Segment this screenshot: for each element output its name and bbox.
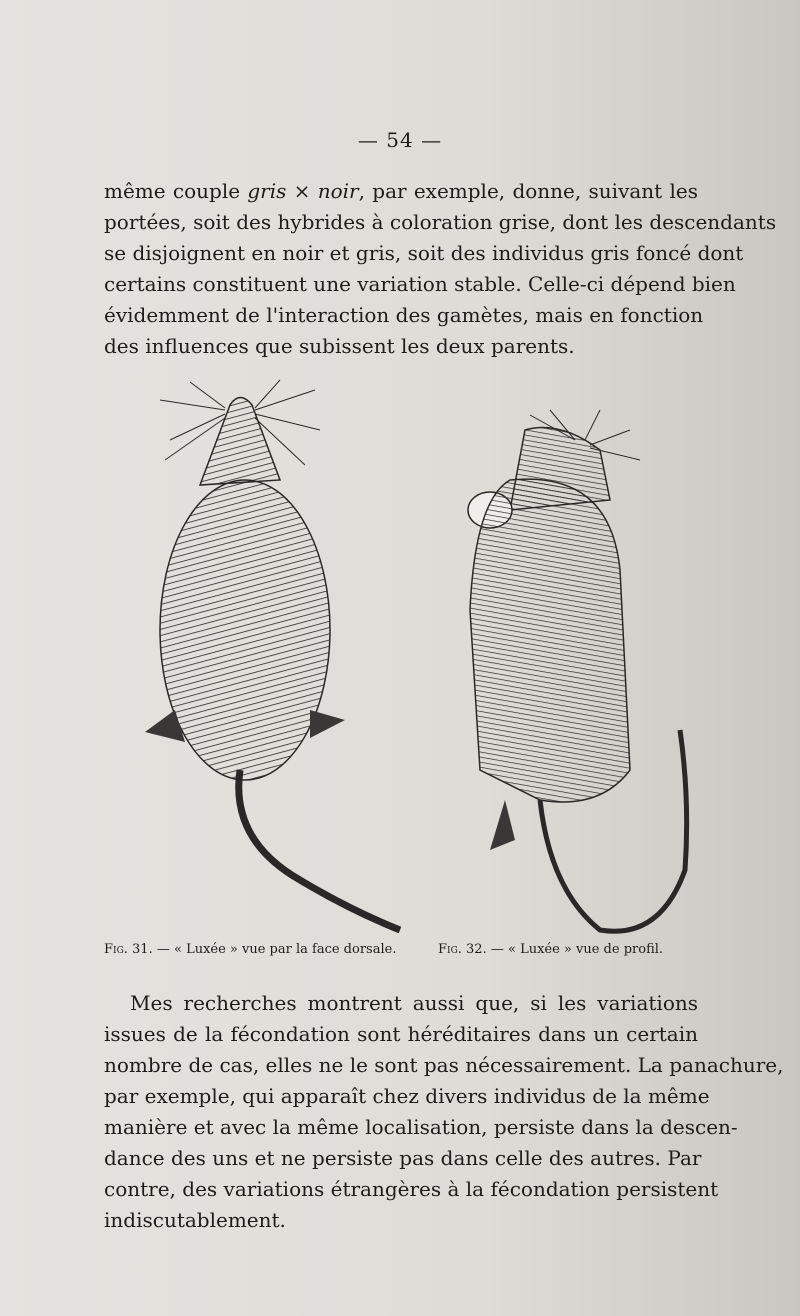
italic-term: gris × noir [247, 179, 359, 203]
paragraph-2 [104, 988, 784, 1236]
text-line: certains constituent une variation stable. Celle-ci dépend bien [104, 272, 736, 296]
text-line: Mes recherches montrent aussi que, si les variations [130, 991, 698, 1015]
text-line: nombre de cas, elles ne le sont pas nécessairement. La panachure, [104, 1053, 784, 1077]
text-line: évidemment de l'interaction des gamètes, mais en fonction [104, 303, 704, 327]
page-number: — 54 — [357, 128, 443, 152]
text-line: manière et avec la même localisation, persiste dans la descen- [104, 1115, 738, 1139]
mouse-dorsal-drawing [145, 380, 400, 930]
figure-32-label: Fig. 32. [438, 942, 487, 957]
text-line: même couple gris × noir, par exemple, donne, suivant les [104, 179, 699, 203]
text-line: contre, des variations étrangères à la fécondation persistent [104, 1177, 719, 1201]
figure-32-text: — « Luxée » vue de profil. [486, 942, 664, 957]
text-line: issues de la fécondation sont héréditaires dans un certain [104, 1022, 698, 1046]
text-line: des influences que subissent les deux parents. [104, 334, 575, 358]
text-line: se disjoignent en noir et gris, soit des individus gris foncé dont [104, 241, 744, 265]
text-line: indiscutablement. [104, 1208, 286, 1232]
text-line: par exemple, qui apparaît chez divers individus de la même [104, 1084, 710, 1108]
text-line: dance des uns et ne persiste pas dans celle des autres. Par [104, 1146, 702, 1170]
figure-32-caption [438, 942, 663, 957]
mouse-profile-drawing [468, 410, 687, 931]
text-line: portées, soit des hybrides à coloration grise, dont les descendants [104, 210, 777, 234]
figure-31-caption [104, 942, 396, 957]
mouse-illustrations [130, 370, 700, 940]
figure-31-label: Fig. 31. [104, 942, 153, 957]
paragraph-1 [104, 176, 777, 362]
figure-31-text: — « Luxée » vue par la face dorsale. [152, 942, 397, 957]
